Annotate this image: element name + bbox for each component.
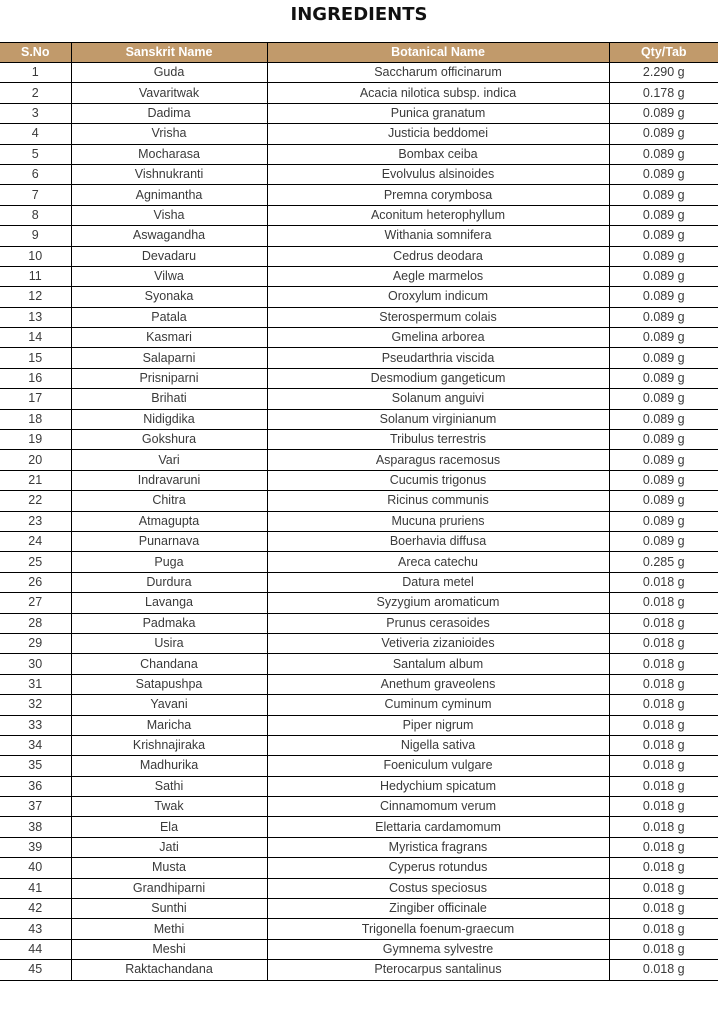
table-row <box>0 430 718 450</box>
header-sno: S.No <box>0 43 71 63</box>
table-row <box>0 837 718 857</box>
cell-sno: 35 <box>0 756 71 776</box>
table-row <box>0 266 718 286</box>
cell-qty: 0.018 g <box>609 572 718 592</box>
table-row <box>0 103 718 123</box>
table-row <box>0 572 718 592</box>
table-row <box>0 450 718 470</box>
table-row <box>0 593 718 613</box>
cell-sno: 15 <box>0 348 71 368</box>
table-row <box>0 654 718 674</box>
cell-sanskrit-name: Methi <box>71 919 267 939</box>
cell-sanskrit-name: Prisniparni <box>71 368 267 388</box>
cell-sno: 7 <box>0 185 71 205</box>
cell-qty: 0.018 g <box>609 919 718 939</box>
table-row <box>0 348 718 368</box>
cell-qty: 0.018 g <box>609 613 718 633</box>
cell-qty: 0.089 g <box>609 144 718 164</box>
cell-botanical-name: Cinnamomum verum <box>267 797 609 817</box>
cell-qty: 0.089 g <box>609 430 718 450</box>
table-row <box>0 858 718 878</box>
cell-sanskrit-name: Raktachandana <box>71 960 267 980</box>
cell-qty: 0.018 g <box>609 858 718 878</box>
cell-botanical-name: Withania somnifera <box>267 226 609 246</box>
cell-sanskrit-name: Indravaruni <box>71 470 267 490</box>
table-row <box>0 205 718 225</box>
table-row <box>0 63 718 83</box>
cell-sanskrit-name: Padmaka <box>71 613 267 633</box>
cell-sno: 5 <box>0 144 71 164</box>
cell-qty: 0.018 g <box>609 695 718 715</box>
cell-qty: 0.018 g <box>609 837 718 857</box>
table-row <box>0 164 718 184</box>
cell-botanical-name: Desmodium gangeticum <box>267 368 609 388</box>
cell-sanskrit-name: Twak <box>71 797 267 817</box>
cell-qty: 0.089 g <box>609 348 718 368</box>
cell-qty: 0.089 g <box>609 246 718 266</box>
table-row <box>0 144 718 164</box>
cell-botanical-name: Zingiber officinale <box>267 899 609 919</box>
cell-sno: 24 <box>0 531 71 551</box>
cell-sno: 21 <box>0 470 71 490</box>
table-row <box>0 633 718 653</box>
cell-sno: 42 <box>0 899 71 919</box>
cell-botanical-name: Tribulus terrestris <box>267 430 609 450</box>
cell-sno: 20 <box>0 450 71 470</box>
header-sanskrit-name: Sanskrit Name <box>71 43 267 63</box>
cell-sanskrit-name: Mocharasa <box>71 144 267 164</box>
table-row <box>0 613 718 633</box>
page-title: INGREDIENTS <box>290 4 428 25</box>
cell-sno: 18 <box>0 409 71 429</box>
cell-qty: 0.018 g <box>609 776 718 796</box>
cell-sanskrit-name: Meshi <box>71 939 267 959</box>
table-row <box>0 878 718 898</box>
cell-sno: 31 <box>0 674 71 694</box>
cell-sno: 28 <box>0 613 71 633</box>
table-row <box>0 124 718 144</box>
cell-qty: 0.089 g <box>609 389 718 409</box>
cell-botanical-name: Asparagus racemosus <box>267 450 609 470</box>
cell-sno: 32 <box>0 695 71 715</box>
cell-botanical-name: Evolvulus alsinoides <box>267 164 609 184</box>
cell-sno: 37 <box>0 797 71 817</box>
cell-qty: 0.018 g <box>609 756 718 776</box>
cell-sanskrit-name: Usira <box>71 633 267 653</box>
cell-sno: 4 <box>0 124 71 144</box>
cell-sanskrit-name: Vilwa <box>71 266 267 286</box>
cell-botanical-name: Punica granatum <box>267 103 609 123</box>
cell-sanskrit-name: Madhurika <box>71 756 267 776</box>
cell-sanskrit-name: Dadima <box>71 103 267 123</box>
table-row <box>0 674 718 694</box>
cell-botanical-name: Foeniculum vulgare <box>267 756 609 776</box>
cell-botanical-name: Saccharum officinarum <box>267 63 609 83</box>
cell-qty: 0.089 g <box>609 164 718 184</box>
cell-botanical-name: Cyperus rotundus <box>267 858 609 878</box>
cell-sanskrit-name: Puga <box>71 552 267 572</box>
cell-qty: 0.089 g <box>609 531 718 551</box>
cell-botanical-name: Costus speciosus <box>267 878 609 898</box>
cell-sno: 14 <box>0 328 71 348</box>
cell-sno: 17 <box>0 389 71 409</box>
cell-qty: 0.018 g <box>609 939 718 959</box>
cell-botanical-name: Gmelina arborea <box>267 328 609 348</box>
cell-sanskrit-name: Maricha <box>71 715 267 735</box>
table-row <box>0 797 718 817</box>
cell-sno: 27 <box>0 593 71 613</box>
cell-sno: 19 <box>0 430 71 450</box>
cell-sno: 9 <box>0 226 71 246</box>
cell-sno: 40 <box>0 858 71 878</box>
cell-sanskrit-name: Nidigdika <box>71 409 267 429</box>
cell-sno: 34 <box>0 735 71 755</box>
cell-botanical-name: Oroxylum indicum <box>267 287 609 307</box>
cell-qty: 0.089 g <box>609 226 718 246</box>
table-header-row <box>0 43 718 63</box>
cell-qty: 0.018 g <box>609 593 718 613</box>
cell-sno: 12 <box>0 287 71 307</box>
table-row <box>0 328 718 348</box>
table-body <box>0 63 718 981</box>
cell-qty: 0.089 g <box>609 266 718 286</box>
cell-sanskrit-name: Devadaru <box>71 246 267 266</box>
cell-qty: 0.018 g <box>609 633 718 653</box>
cell-botanical-name: Ricinus communis <box>267 491 609 511</box>
cell-sno: 11 <box>0 266 71 286</box>
cell-sanskrit-name: Sunthi <box>71 899 267 919</box>
cell-sanskrit-name: Gokshura <box>71 430 267 450</box>
cell-sanskrit-name: Syonaka <box>71 287 267 307</box>
cell-sanskrit-name: Vavaritwak <box>71 83 267 103</box>
cell-botanical-name: Myristica fragrans <box>267 837 609 857</box>
cell-sanskrit-name: Lavanga <box>71 593 267 613</box>
cell-sanskrit-name: Aswagandha <box>71 226 267 246</box>
table-row <box>0 695 718 715</box>
cell-qty: 0.018 g <box>609 797 718 817</box>
cell-botanical-name: Vetiveria zizanioides <box>267 633 609 653</box>
cell-sanskrit-name: Jati <box>71 837 267 857</box>
cell-sno: 3 <box>0 103 71 123</box>
cell-botanical-name: Trigonella foenum-graecum <box>267 919 609 939</box>
cell-sno: 33 <box>0 715 71 735</box>
cell-qty: 0.018 g <box>609 654 718 674</box>
cell-sanskrit-name: Kasmari <box>71 328 267 348</box>
cell-qty: 0.178 g <box>609 83 718 103</box>
table-row <box>0 715 718 735</box>
table-row <box>0 919 718 939</box>
cell-botanical-name: Pterocarpus santalinus <box>267 960 609 980</box>
header-qty-per-tab: Qty/Tab <box>609 43 718 63</box>
table-row <box>0 226 718 246</box>
cell-botanical-name: Areca catechu <box>267 552 609 572</box>
cell-sanskrit-name: Grandhiparni <box>71 878 267 898</box>
cell-sno: 8 <box>0 205 71 225</box>
table-row <box>0 83 718 103</box>
cell-botanical-name: Gymnema sylvestre <box>267 939 609 959</box>
cell-sno: 13 <box>0 307 71 327</box>
cell-sno: 23 <box>0 511 71 531</box>
table-row <box>0 735 718 755</box>
table-row <box>0 307 718 327</box>
cell-sanskrit-name: Chandana <box>71 654 267 674</box>
cell-sno: 29 <box>0 633 71 653</box>
cell-sno: 39 <box>0 837 71 857</box>
cell-sanskrit-name: Patala <box>71 307 267 327</box>
table-row <box>0 960 718 980</box>
cell-botanical-name: Elettaria cardamomum <box>267 817 609 837</box>
cell-botanical-name: Syzygium aromaticum <box>267 593 609 613</box>
cell-sanskrit-name: Atmagupta <box>71 511 267 531</box>
cell-botanical-name: Boerhavia diffusa <box>267 531 609 551</box>
cell-sno: 2 <box>0 83 71 103</box>
cell-qty: 0.089 g <box>609 511 718 531</box>
cell-sanskrit-name: Durdura <box>71 572 267 592</box>
cell-sanskrit-name: Vishnukranti <box>71 164 267 184</box>
cell-sanskrit-name: Agnimantha <box>71 185 267 205</box>
table-row <box>0 511 718 531</box>
cell-qty: 0.089 g <box>609 103 718 123</box>
cell-sanskrit-name: Vrisha <box>71 124 267 144</box>
cell-sno: 41 <box>0 878 71 898</box>
cell-botanical-name: Aegle marmelos <box>267 266 609 286</box>
table-row <box>0 470 718 490</box>
cell-qty: 0.018 g <box>609 960 718 980</box>
cell-sanskrit-name: Chitra <box>71 491 267 511</box>
cell-botanical-name: Cucumis trigonus <box>267 470 609 490</box>
table-row <box>0 287 718 307</box>
cell-sanskrit-name: Satapushpa <box>71 674 267 694</box>
table-row <box>0 899 718 919</box>
cell-qty: 0.018 g <box>609 899 718 919</box>
cell-sanskrit-name: Vari <box>71 450 267 470</box>
table-row <box>0 246 718 266</box>
cell-sanskrit-name: Ela <box>71 817 267 837</box>
table-row <box>0 389 718 409</box>
cell-botanical-name: Santalum album <box>267 654 609 674</box>
cell-sanskrit-name: Guda <box>71 63 267 83</box>
cell-sanskrit-name: Salaparni <box>71 348 267 368</box>
cell-qty: 0.089 g <box>609 409 718 429</box>
cell-sno: 45 <box>0 960 71 980</box>
cell-qty: 0.089 g <box>609 287 718 307</box>
table-row <box>0 939 718 959</box>
cell-botanical-name: Acacia nilotica subsp. indica <box>267 83 609 103</box>
cell-botanical-name: Anethum graveolens <box>267 674 609 694</box>
cell-qty: 0.018 g <box>609 674 718 694</box>
cell-qty: 0.089 g <box>609 328 718 348</box>
cell-botanical-name: Hedychium spicatum <box>267 776 609 796</box>
cell-botanical-name: Justicia beddomei <box>267 124 609 144</box>
cell-botanical-name: Bombax ceiba <box>267 144 609 164</box>
cell-botanical-name: Solanum anguivi <box>267 389 609 409</box>
cell-sno: 25 <box>0 552 71 572</box>
cell-qty: 0.089 g <box>609 470 718 490</box>
cell-sanskrit-name: Yavani <box>71 695 267 715</box>
cell-botanical-name: Datura metel <box>267 572 609 592</box>
cell-sanskrit-name: Visha <box>71 205 267 225</box>
cell-sanskrit-name: Krishnajiraka <box>71 735 267 755</box>
cell-qty: 0.018 g <box>609 715 718 735</box>
cell-sno: 43 <box>0 919 71 939</box>
table-row <box>0 552 718 572</box>
cell-sno: 38 <box>0 817 71 837</box>
cell-sno: 26 <box>0 572 71 592</box>
cell-sno: 22 <box>0 491 71 511</box>
cell-botanical-name: Prunus cerasoides <box>267 613 609 633</box>
cell-qty: 0.089 g <box>609 491 718 511</box>
header-botanical-name: Botanical Name <box>267 43 609 63</box>
table-row <box>0 491 718 511</box>
cell-qty: 2.290 g <box>609 63 718 83</box>
cell-botanical-name: Nigella sativa <box>267 735 609 755</box>
cell-qty: 0.089 g <box>609 450 718 470</box>
cell-sanskrit-name: Musta <box>71 858 267 878</box>
cell-botanical-name: Premna corymbosa <box>267 185 609 205</box>
cell-sno: 36 <box>0 776 71 796</box>
cell-qty: 0.018 g <box>609 735 718 755</box>
table-row <box>0 756 718 776</box>
table-row <box>0 817 718 837</box>
cell-botanical-name: Cuminum cyminum <box>267 695 609 715</box>
cell-sno: 44 <box>0 939 71 959</box>
cell-botanical-name: Mucuna pruriens <box>267 511 609 531</box>
table-row <box>0 409 718 429</box>
cell-qty: 0.089 g <box>609 124 718 144</box>
table-row <box>0 368 718 388</box>
table-row <box>0 776 718 796</box>
cell-sanskrit-name: Sathi <box>71 776 267 796</box>
cell-qty: 0.089 g <box>609 185 718 205</box>
cell-sno: 6 <box>0 164 71 184</box>
cell-qty: 0.089 g <box>609 368 718 388</box>
cell-qty: 0.285 g <box>609 552 718 572</box>
cell-qty: 0.089 g <box>609 205 718 225</box>
cell-qty: 0.089 g <box>609 307 718 327</box>
cell-botanical-name: Aconitum heterophyllum <box>267 205 609 225</box>
cell-sanskrit-name: Brihati <box>71 389 267 409</box>
cell-sanskrit-name: Punarnava <box>71 531 267 551</box>
table-row <box>0 185 718 205</box>
cell-qty: 0.018 g <box>609 817 718 837</box>
table-row <box>0 531 718 551</box>
cell-botanical-name: Pseudarthria viscida <box>267 348 609 368</box>
cell-qty: 0.018 g <box>609 878 718 898</box>
cell-sno: 10 <box>0 246 71 266</box>
ingredients-table <box>0 42 718 981</box>
cell-botanical-name: Cedrus deodara <box>267 246 609 266</box>
cell-botanical-name: Piper nigrum <box>267 715 609 735</box>
cell-sno: 30 <box>0 654 71 674</box>
cell-sno: 1 <box>0 63 71 83</box>
cell-botanical-name: Sterospermum colais <box>267 307 609 327</box>
cell-sno: 16 <box>0 368 71 388</box>
cell-botanical-name: Solanum virginianum <box>267 409 609 429</box>
